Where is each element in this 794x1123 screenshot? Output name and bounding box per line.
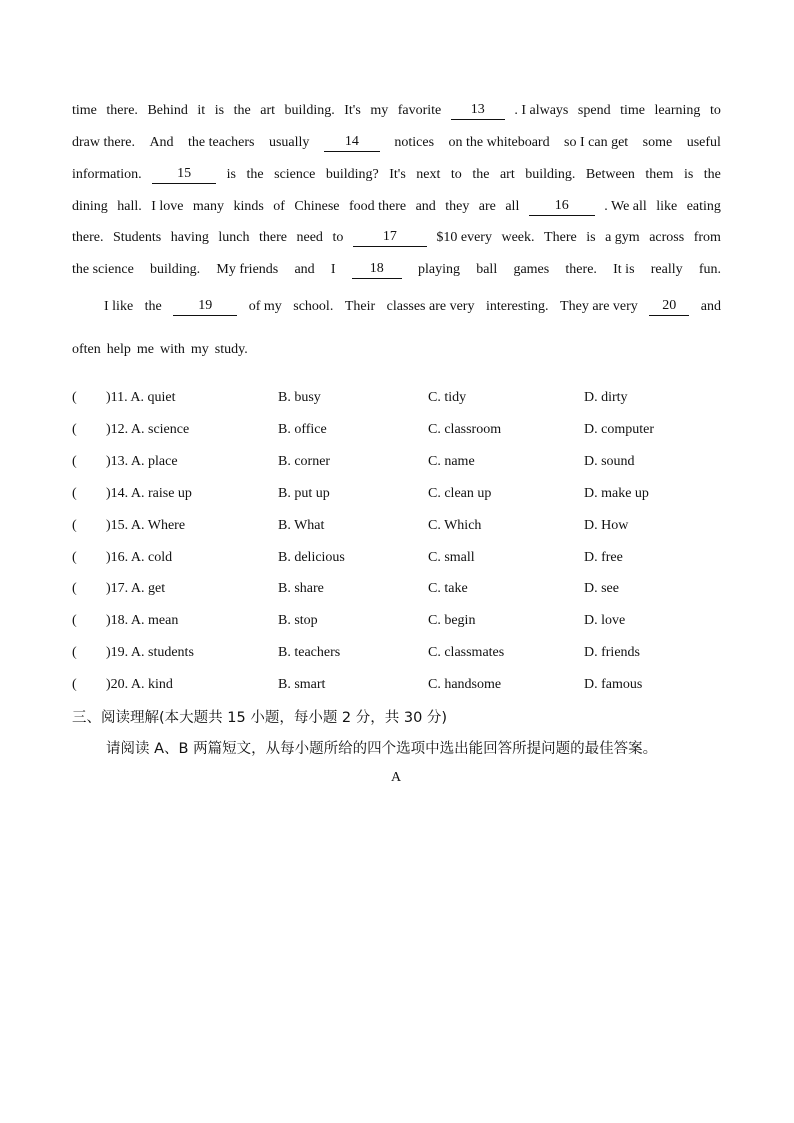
passage-word: And: [149, 135, 174, 150]
passage-word: I: [330, 262, 336, 277]
option-a: )19. A. students: [106, 645, 194, 660]
passage-word: Behind: [147, 103, 188, 118]
passage-word: science: [274, 167, 316, 182]
passage-word: there.: [565, 262, 597, 277]
option-b: B. share: [278, 581, 324, 596]
answer-paren: (: [72, 645, 77, 660]
option-a: )12. A. science: [106, 422, 190, 437]
passage-word: my: [190, 342, 209, 357]
blank-20: 20: [649, 298, 689, 316]
passage-word: There: [544, 230, 577, 245]
passage-word: interesting.: [485, 299, 549, 314]
passage-word: the: [703, 167, 721, 182]
option-d: D. famous: [584, 677, 643, 692]
passage-word: me: [136, 342, 154, 357]
answer-paren: (: [72, 518, 77, 533]
passage-word: spend: [577, 103, 611, 118]
answer-paren: (: [72, 454, 77, 469]
question-row: [72, 580, 722, 598]
passage-word: classes are very: [386, 299, 475, 314]
passage-word: often: [72, 342, 101, 357]
passage-word: of: [273, 199, 285, 214]
passage-word: really: [650, 262, 683, 277]
passage-word: Chinese: [294, 199, 340, 214]
passage-word: to: [332, 230, 344, 245]
passage-word: from: [693, 230, 721, 245]
passage-word: usually: [268, 135, 310, 150]
question-row: [72, 676, 722, 694]
passage-word: the: [472, 167, 490, 182]
passage-word: notices: [394, 135, 435, 150]
question-row: [72, 644, 722, 662]
passage-word: many: [192, 199, 225, 214]
blank-14: 14: [324, 134, 380, 152]
answer-paren: (: [72, 677, 77, 692]
option-d: D. dirty: [584, 390, 628, 405]
question-row: [72, 453, 722, 471]
question-row: [72, 549, 722, 567]
passage-line: [72, 341, 721, 359]
passage-word: the: [233, 103, 251, 118]
passage-word: hall.: [117, 199, 142, 214]
option-d: D. love: [584, 613, 626, 628]
passage-word: is: [226, 167, 236, 182]
passage-word: building.: [150, 262, 201, 277]
passage-word: useful: [686, 135, 721, 150]
blank-13: 13: [451, 102, 505, 120]
passage-word: favorite: [397, 103, 442, 118]
passage-word: Students: [113, 230, 162, 245]
passage-line: [72, 102, 721, 120]
passage-word: all: [505, 199, 520, 214]
passage-word: . I always: [514, 103, 569, 118]
passage-label: A: [391, 770, 402, 785]
passage-word: next: [416, 167, 441, 182]
passage-word: like: [656, 199, 678, 214]
option-a: )20. A. kind: [106, 677, 173, 692]
passage-line: [104, 298, 721, 316]
passage-word: ball: [476, 262, 498, 277]
passage-word: a gym: [605, 230, 640, 245]
passage-word: eating: [686, 199, 721, 214]
question-row: [72, 612, 722, 630]
passage-word: them: [645, 167, 674, 182]
passage-line: [72, 229, 721, 247]
passage-word: there.: [72, 230, 104, 245]
passage-word: the: [144, 299, 162, 314]
passage-word: the: [246, 167, 264, 182]
option-c: C. classmates: [428, 645, 505, 660]
passage-line: [72, 261, 721, 279]
blank-18: 18: [352, 261, 402, 279]
option-a: )13. A. place: [106, 454, 178, 469]
passage-word: fun.: [698, 262, 721, 277]
passage-word: my: [370, 103, 389, 118]
option-c: C. clean up: [428, 486, 492, 501]
option-c: C. name: [428, 454, 475, 469]
passage-word: having: [170, 230, 209, 245]
passage-word: to: [450, 167, 462, 182]
option-a: )18. A. mean: [106, 613, 179, 628]
passage-word: My friends: [216, 262, 279, 277]
passage-word: the science: [72, 262, 134, 277]
question-row: [72, 517, 722, 535]
passage-word: I like: [104, 299, 134, 314]
passage-word: I love: [151, 199, 184, 214]
passage-line: [72, 198, 721, 216]
passage-word: food there: [348, 199, 407, 214]
passage-word: is: [683, 167, 694, 182]
passage-word: there: [259, 230, 287, 245]
passage-word: some: [642, 135, 673, 150]
passage-word: building.: [284, 103, 335, 118]
passage-word: dining: [72, 199, 108, 214]
option-b: B. smart: [278, 677, 326, 692]
option-c: C. begin: [428, 613, 476, 628]
passage-word: school.: [293, 299, 334, 314]
passage-word: study.: [214, 342, 248, 357]
option-b: B. teachers: [278, 645, 341, 660]
passage-word: is: [214, 103, 225, 118]
option-d: D. friends: [584, 645, 640, 660]
passage-word: week.: [501, 230, 535, 245]
passage-word: it: [197, 103, 206, 118]
option-c: C. handsome: [428, 677, 502, 692]
option-d: D. free: [584, 550, 623, 565]
blank-15: 15: [152, 166, 216, 184]
passage-line: [72, 166, 721, 184]
passage-word: so I can get: [564, 135, 629, 150]
passage-word: there.: [106, 103, 138, 118]
passage-word: Their: [344, 299, 376, 314]
passage-word: and: [700, 299, 721, 314]
passage-word: help: [106, 342, 131, 357]
question-row: [72, 389, 722, 407]
option-b: B. stop: [278, 613, 318, 628]
passage-word: across: [649, 230, 685, 245]
option-b: B. What: [278, 518, 325, 533]
blank-17: 17: [353, 229, 427, 247]
option-a: )15. A. Where: [106, 518, 186, 533]
passage-word: to: [709, 103, 721, 118]
answer-paren: (: [72, 486, 77, 501]
answer-paren: (: [72, 550, 77, 565]
passage-word: art: [260, 103, 276, 118]
passage-word: . We all: [604, 199, 647, 214]
question-row: [72, 485, 722, 503]
passage-word: art: [499, 167, 515, 182]
option-b: B. busy: [278, 390, 321, 405]
option-d: D. computer: [584, 422, 654, 437]
passage-word: and: [415, 199, 436, 214]
answer-paren: (: [72, 390, 77, 405]
passage-word: need: [296, 230, 323, 245]
option-a: )17. A. get: [106, 581, 166, 596]
blank-19: 19: [173, 298, 237, 316]
passage-word: learning: [654, 103, 701, 118]
option-c: C. classroom: [428, 422, 502, 437]
passage-word: building?: [325, 167, 379, 182]
passage-word: the teachers: [188, 135, 255, 150]
question-row: [72, 421, 722, 439]
passage-word: Between: [585, 167, 635, 182]
section-title: 三、阅读理解(本大题共 15 小题，每小题 2 分，共 30 分): [72, 710, 448, 726]
passage-word: on the whiteboard: [448, 135, 550, 150]
option-a: )14. A. raise up: [106, 486, 192, 501]
option-d: D. How: [584, 518, 629, 533]
passage-line: [72, 134, 721, 152]
section-instruction: 请阅读 A、B 两篇短文，从每小题所给的四个选项中选出能回答所提问题的最佳答案。: [106, 741, 658, 757]
blank-16: 16: [529, 198, 595, 216]
passage-word: It's: [344, 103, 361, 118]
passage-word: It's: [389, 167, 406, 182]
passage-word: time: [620, 103, 645, 118]
passage-word: information.: [72, 167, 142, 182]
passage-word: building.: [525, 167, 576, 182]
passage-word: are: [478, 199, 496, 214]
option-d: D. make up: [584, 486, 649, 501]
option-d: D. see: [584, 581, 619, 596]
answer-paren: (: [72, 422, 77, 437]
passage-word: with: [159, 342, 185, 357]
option-a: )16. A. cold: [106, 550, 173, 565]
answer-paren: (: [72, 581, 77, 596]
option-d: D. sound: [584, 454, 635, 469]
answer-paren: (: [72, 613, 77, 628]
passage-word: playing: [418, 262, 460, 277]
passage-word: lunch: [218, 230, 250, 245]
option-c: C. tidy: [428, 390, 467, 405]
option-c: C. take: [428, 581, 468, 596]
passage-word: games: [513, 262, 550, 277]
passage-word: kinds: [233, 199, 264, 214]
option-b: B. office: [278, 422, 327, 437]
passage-word: is: [586, 230, 596, 245]
option-b: B. corner: [278, 454, 331, 469]
passage-word: They are very: [560, 299, 638, 314]
option-b: B. put up: [278, 486, 330, 501]
passage-word: of my: [248, 299, 282, 314]
option-c: C. small: [428, 550, 475, 565]
passage-word: time: [72, 103, 97, 118]
option-a: )11. A. quiet: [106, 390, 176, 405]
passage-word: and: [294, 262, 315, 277]
passage-word: they: [445, 199, 470, 214]
passage-word: It is: [613, 262, 635, 277]
option-b: B. delicious: [278, 550, 345, 565]
passage-word: $10 every: [436, 230, 492, 245]
option-c: C. Which: [428, 518, 482, 533]
passage-word: draw there.: [72, 135, 135, 150]
